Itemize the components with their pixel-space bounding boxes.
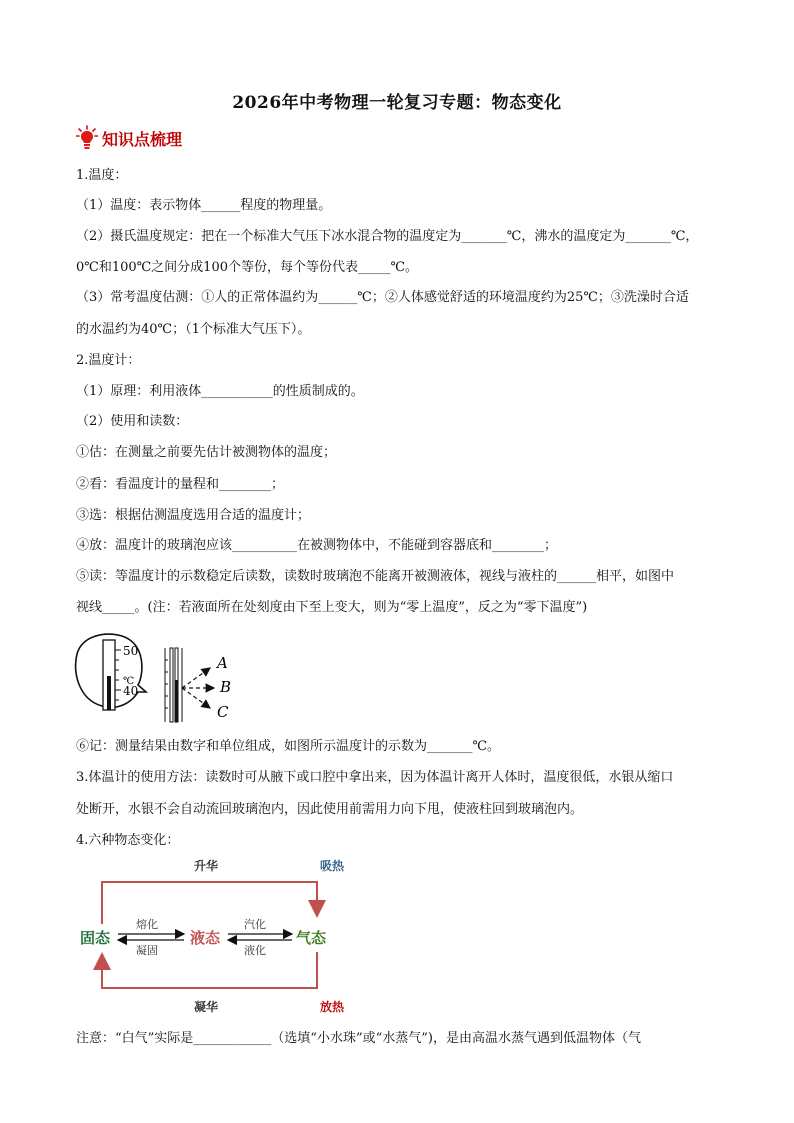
text-line: （2）摄氏温度规定：把在一个标准大气压下冰水混合物的温度定为_______℃，沸水的温度定为_______℃， <box>76 229 699 244</box>
sight-label-c: C <box>217 703 229 721</box>
sight-label-a: A <box>217 654 228 672</box>
text-line: 4.六种物态变化： <box>76 833 180 848</box>
text-line: ②看：看温度计的量程和________； <box>76 477 285 492</box>
label-deposition: 凝华 <box>194 1000 219 1014</box>
text-line: ⑥记：测量结果由数字和单位组成，如图所示温度计的示数为_______℃。 <box>76 739 501 754</box>
text-line: 0℃和100℃之间分成100个等份，每个等份代表_____℃。 <box>76 260 419 275</box>
section-heading-text: 知识点梳理 <box>102 129 183 149</box>
tick-label-40: 40 <box>123 684 139 698</box>
text-line: 处断开，水银不会自动流回玻璃泡内，因此使用前需用力向下甩，使液柱回到玻璃泡内。 <box>76 802 584 817</box>
lightbulb-icon <box>76 125 98 151</box>
label-liquefaction: 液化 <box>244 944 266 957</box>
label-sublimation: 升华 <box>194 859 219 873</box>
section-heading <box>76 124 182 152</box>
tick-label-50: 50 <box>123 644 139 658</box>
state-gas: 气态 <box>296 929 327 947</box>
label-release-heat: 放热 <box>320 1000 345 1014</box>
text-line: 注意：“白气”实际是____________（选填“小水珠”或“水蒸气”)，是由高温水蒸气遇到低温物体（气 <box>76 1031 641 1046</box>
phase-change-diagram <box>72 848 372 1020</box>
text-line: （1）原理：利用液体___________的性质制成的。 <box>76 384 364 399</box>
label-freezing: 凝固 <box>136 944 158 957</box>
label-melting: 熔化 <box>136 918 158 931</box>
unit-label: ℃ <box>123 676 135 687</box>
text-line: ⑤读：等温度计的示数稳定后读数，读数时玻璃泡不能离开被测液体，视线与液柱的______相平，如图中 <box>76 569 675 584</box>
state-solid: 固态 <box>80 929 111 947</box>
text-line: 的水温约为40℃；（1个标准大气压下）。 <box>76 322 311 337</box>
text-line: ①估：在测量之前要先估计被测物体的温度； <box>76 445 337 460</box>
text-line: ④放：温度计的玻璃泡应该__________在被测物体中，不能碰到容器底和________； <box>76 538 558 553</box>
text-line: 2.温度计： <box>76 353 141 368</box>
text-line: 1.温度： <box>76 168 128 183</box>
text-line: 视线_____。(注：若液面所在处刻度由下至上变大，则为“零上温度”，反之为“零下温度”) <box>76 600 588 615</box>
thermometer-figure <box>74 632 249 724</box>
text-line: （3）常考温度估测：①人的正常体温约为______℃；②人体感觉舒适的环境温度约为25℃；③洗澡时合适 <box>76 290 689 305</box>
page-title: 2026年中考物理一轮复习专题：物态变化 <box>232 93 562 113</box>
label-vaporization: 汽化 <box>244 918 266 931</box>
state-liquid: 液态 <box>190 929 221 947</box>
text-line: ③选：根据估测温度选用合适的温度计； <box>76 508 311 523</box>
text-line: （2）使用和读数： <box>76 414 189 429</box>
sight-label-b: B <box>220 678 232 696</box>
text-line: （1）温度：表示物体______程度的物理量。 <box>76 198 332 213</box>
text-line: 3.体温计的使用方法：读数时可从腋下或口腔中拿出来，因为体温计离开人体时，温度很低，水银从缩口 <box>76 770 674 785</box>
label-absorb-heat: 吸热 <box>320 859 345 873</box>
